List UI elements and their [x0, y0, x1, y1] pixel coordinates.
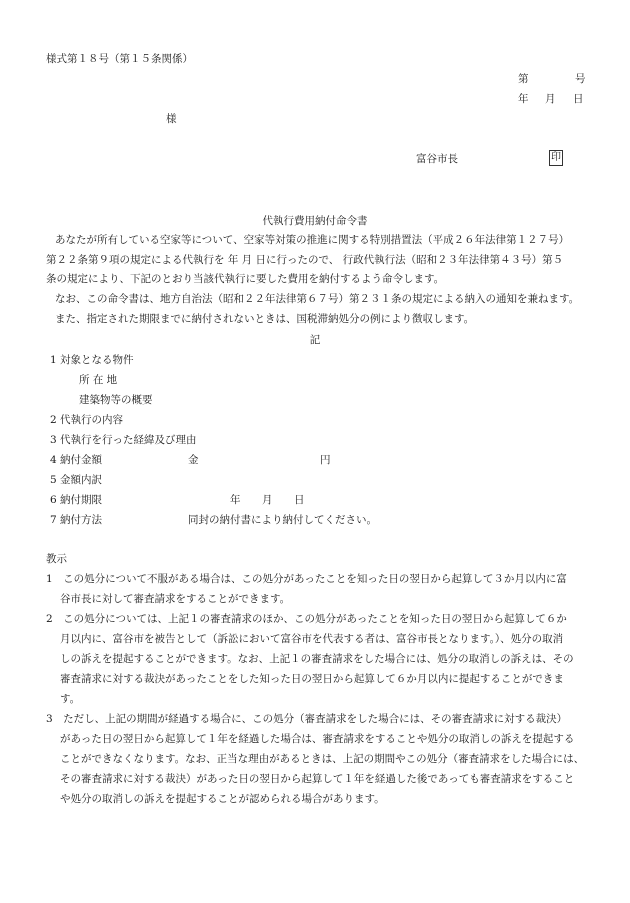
notice-line: 2 この処分については、上記１の審査請求のほか、この処分があったことを知った日の翌日から起算して６か [46, 613, 567, 625]
item-6-year: 年 [230, 494, 241, 506]
notice-line: 1 この処分について不服がある場合は、この処分があったことを知った日の翌日から起算して３か月以内に富 [46, 573, 567, 585]
notice-line: しの訴えを提起することができます。なお、上記１の審査請求をした場合には、処分の取消しの訴えは、その [60, 653, 574, 665]
item-5: 5 金額内訳 [50, 474, 103, 486]
item-2: 2 代執行の内容 [50, 414, 124, 426]
item-4: 4 納付金額 [50, 454, 103, 466]
body-line: あなたが所有している空家等について、空家等対策の推進に関する特別措置法（平成２６年法律第１２７号） [55, 234, 570, 246]
notice-heading: 教示 [46, 553, 67, 565]
date-month: 月 [545, 93, 556, 105]
notice-line: 月以内に、富谷市を被告として（訴訟において富谷市を代表する者は、富谷市長となります。）、処分の取消 [60, 633, 564, 645]
number-prefix: 第 [518, 73, 529, 85]
item-1-location: 所 在 地 [79, 374, 118, 386]
notice-line: その審査請求に対する裁決）があった日の翌日から起算して１年を経過した後であっても審査請求をすること [60, 773, 575, 785]
body-line: 第２２条第９項の規定による代執行を 年 月 日に行ったので、 行政代執行法（昭和２３年法律第４３号）第５ [46, 254, 564, 266]
item-6: 6 納付期限 [50, 494, 103, 506]
body-line: 条の規定により、下記のとおり当該代執行に要した費用を納付するよう命令します。 [46, 273, 445, 285]
notice-line: 谷市長に対して審査請求をすることができます。 [60, 593, 291, 605]
body-line: また、指定された期限までに納付されないときは、国税滞納処分の例により徴収します。 [55, 313, 475, 325]
form-number: 様式第１８号（第１５条関係） [46, 53, 193, 65]
notice-line: 審査請求に対する裁決があったことをした知った日の翌日から起算して６か月以内に提起することができま [60, 673, 564, 685]
notice-line: す。 [60, 693, 81, 705]
item-7: 7 納付方法 [50, 514, 103, 526]
ki-heading: 記 [309, 334, 321, 346]
notice-line: 3 ただし、上記の期間が経過する場合に、この処分（審査請求をした場合には、その審査請求に対する裁決） [46, 713, 568, 725]
notice-line: があった日の翌日から起算して１年を経過した場合は、審査請求をすることや処分の取消しの訴えを提起する [60, 733, 575, 745]
addressee-suffix: 様 [166, 113, 177, 125]
document-title: 代執行費用納付命令書 [262, 215, 368, 227]
item-3: 3 代執行を行った経緯及び理由 [50, 434, 197, 446]
date-year: 年 [518, 93, 529, 105]
item-6-month: 月 [262, 494, 273, 506]
issuer-name: 富谷市長 [416, 153, 458, 165]
item-1-building: 建築物等の概要 [79, 394, 153, 406]
notice-line: や処分の取消しの訴えを提起することが認められる場合があります。 [60, 793, 385, 805]
item-4-kin: 金 [188, 454, 199, 466]
notice-line: ことができなくなります。なお、正当な理由があるときは、上記の期間やこの処分（審査請求をした場合には、 [60, 753, 585, 765]
body-line: なお、この命令書は、地方自治法（昭和２２年法律第６７号）第２３１条の規定による納入の通知を兼ねます。 [55, 293, 580, 305]
item-7-value: 同封の納付書により納付してください。 [188, 514, 377, 526]
number-suffix: 号 [575, 73, 586, 85]
item-4-yen: 円 [320, 454, 331, 466]
item-6-day: 日 [294, 494, 305, 506]
item-1: 1 対象となる物件 [50, 354, 134, 366]
seal-mark: 印 [549, 150, 563, 166]
date-day: 日 [573, 93, 584, 105]
